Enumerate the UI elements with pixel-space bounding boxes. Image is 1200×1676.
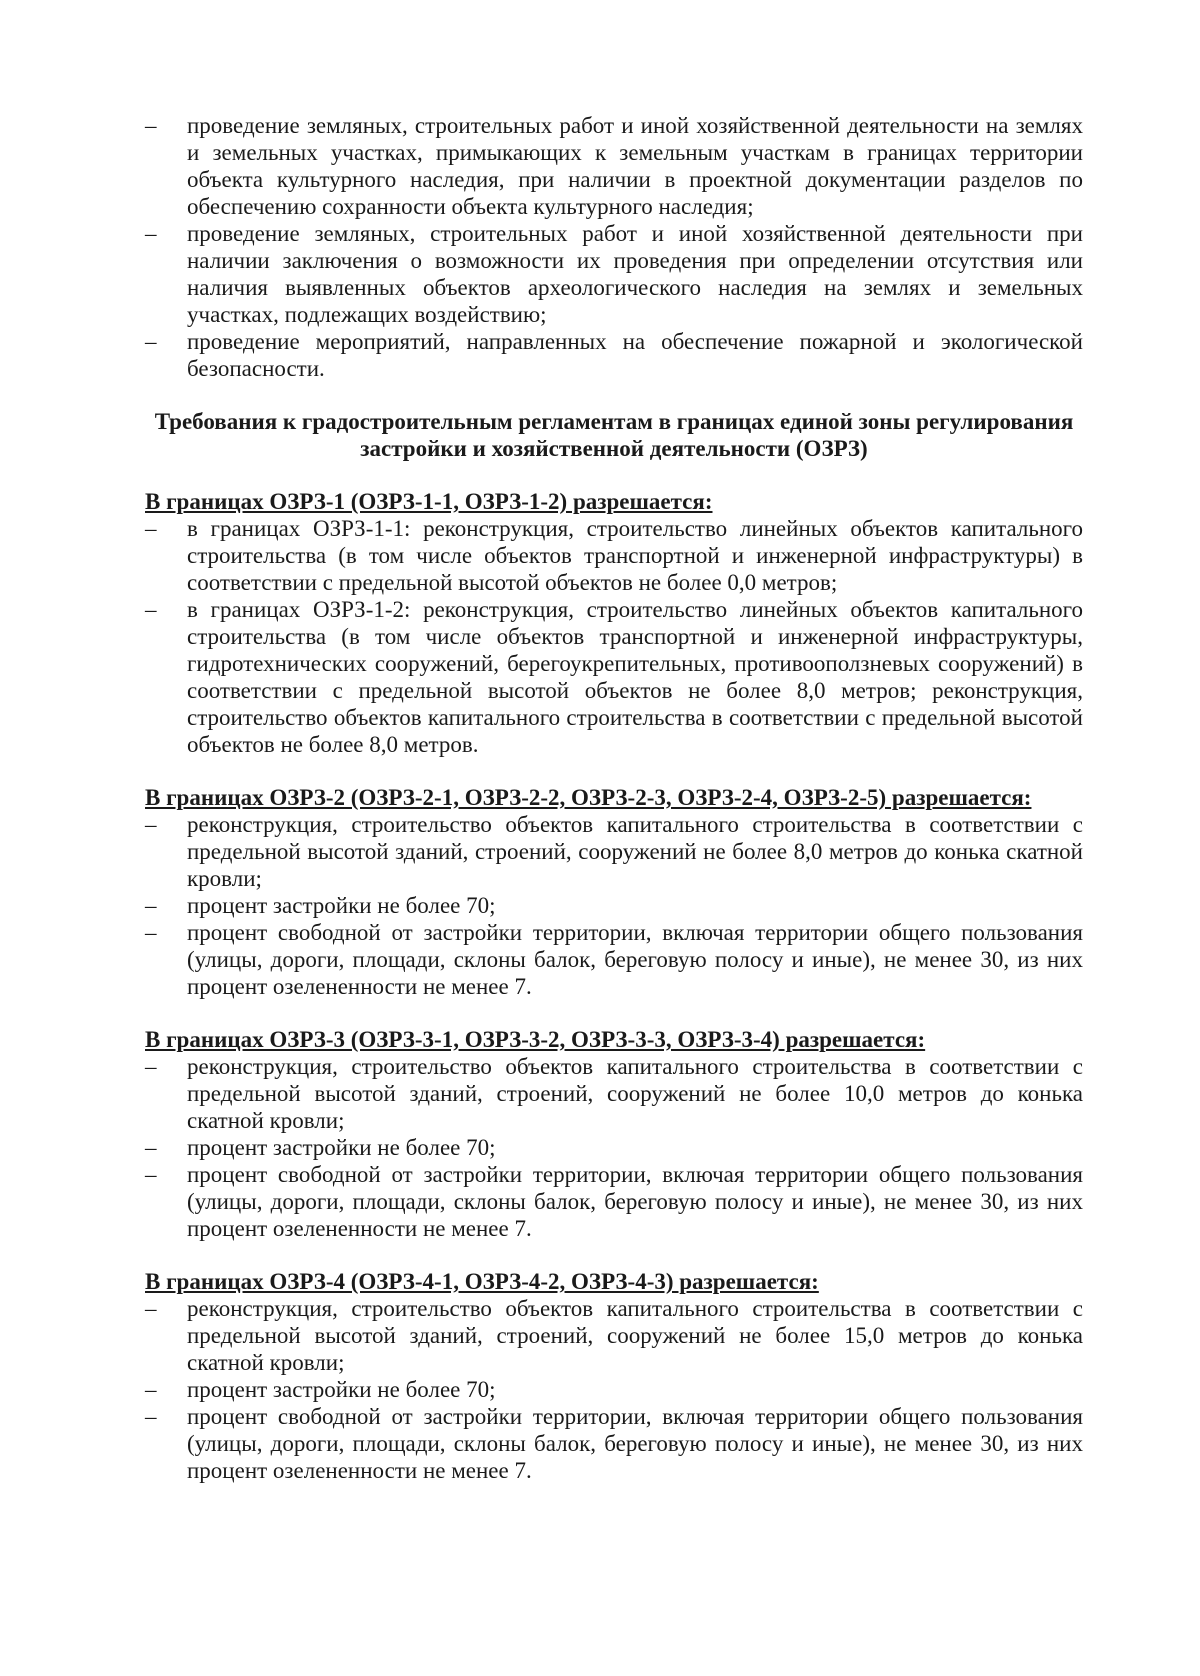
intro-list [145,112,1083,382]
list-item-text: проведение земляных, строительных работ и иной хозяйственной деятельности при наличии заключения о возможности их проведения при определении отсутствия или наличия выявленных объектов археологического наследия на землях и земельных участках, подлежащих воздействию; [187,221,1083,327]
document-page [145,112,1083,1484]
list-item [145,919,1083,1000]
section-ozrz-4 [145,1268,1083,1484]
list-item [145,1403,1083,1484]
section-title: В границах ОЗРЗ-4 (ОЗРЗ-4-1, ОЗРЗ-4-2, ОЗРЗ-4-3) разрешается: [145,1269,819,1294]
section-list [145,1053,1083,1242]
dash-bullet: – [145,812,157,837]
list-item-text: процент застройки не более 70; [187,1377,496,1402]
list-item-text: процент свободной от застройки территории, включая территории общего пользования (улицы, дороги, площади, склоны балок, береговую полосу и иные), не менее 30, из них процент озелененности не менее 7. [187,1404,1083,1483]
list-item [145,112,1083,220]
section-ozrz-3 [145,1026,1083,1242]
list-item-text: в границах ОЗРЗ-1-2: реконструкция, строительство линейных объектов капитального строительства (в том числе объектов транспортной и инженерной инфраструктуры, гидротехнических сооружений, берегоукрепительных, противооползневых сооружений) в соответствии с предельной высотой объектов не более 8,0 метров; реконструкция, строительство объектов капитального строительства в соответствии с предельной высотой объектов не более 8,0 метров. [187,597,1083,757]
dash-bullet: – [145,1054,157,1079]
dash-bullet: – [145,893,157,918]
dash-bullet: – [145,1162,157,1187]
list-item [145,1053,1083,1134]
section-list [145,515,1083,758]
list-item [145,596,1083,758]
list-item-text: проведение мероприятий, направленных на обеспечение пожарной и экологической безопасности. [187,329,1083,381]
main-heading-line-1: Требования к градостроительным регламентам в границах единой зоны регулирования [154,409,1074,434]
list-item [145,1295,1083,1376]
dash-bullet: – [145,1135,157,1160]
list-item [145,1134,1083,1161]
list-item-text: реконструкция, строительство объектов капитального строительства в соответствии с предельной высотой зданий, строений, сооружений не более 10,0 метров до конька скатной кровли; [187,1054,1083,1133]
section-list [145,811,1083,1000]
list-item-text: процент застройки не более 70; [187,1135,496,1160]
list-item [145,1161,1083,1242]
list-item [145,811,1083,892]
list-item-text: процент свободной от застройки территории, включая территории общего пользования (улицы, дороги, площади, склоны балок, береговую полосу и иные), не менее 30, из них процент озелененности не менее 7. [187,920,1083,999]
dash-bullet: – [145,329,157,354]
list-item-text: проведение земляных, строительных работ и иной хозяйственной деятельности на землях и земельных участках, примыкающих к земельным участкам в границах территории объекта культурного наследия, при наличии в проектной документации разделов по обеспечению сохранности объекта культурного наследия; [187,113,1083,219]
list-item-text: реконструкция, строительство объектов капитального строительства в соответствии с предельной высотой зданий, строений, сооружений не более 8,0 метров до конька скатной кровли; [187,812,1083,891]
list-item [145,220,1083,328]
section-title: В границах ОЗРЗ-1 (ОЗРЗ-1-1, ОЗРЗ-1-2) разрешается: [145,489,713,514]
dash-bullet: – [145,113,157,138]
dash-bullet: – [145,516,157,541]
list-item [145,1376,1083,1403]
main-heading-line-2: застройки и хозяйственной деятельности (ОЗРЗ) [360,436,868,461]
dash-bullet: – [145,1404,157,1429]
dash-bullet: – [145,1377,157,1402]
list-item [145,515,1083,596]
list-item [145,892,1083,919]
section-title: В границах ОЗРЗ-3 (ОЗРЗ-3-1, ОЗРЗ-3-2, ОЗРЗ-3-3, ОЗРЗ-3-4) разрешается: [145,1027,926,1052]
main-heading [145,408,1083,462]
section-ozrz-1 [145,488,1083,758]
list-item [145,328,1083,382]
list-item-text: процент застройки не более 70; [187,893,496,918]
section-list [145,1295,1083,1484]
dash-bullet: – [145,221,157,246]
list-item-text: в границах ОЗРЗ-1-1: реконструкция, строительство линейных объектов капитального строительства (в том числе объектов транспортной и инженерной инфраструктуры) в соответствии с предельной высотой объектов не более 0,0 метров; [187,516,1083,595]
dash-bullet: – [145,597,157,622]
section-ozrz-2 [145,784,1083,1000]
dash-bullet: – [145,1296,157,1321]
section-title: В границах ОЗРЗ-2 (ОЗРЗ-2-1, ОЗРЗ-2-2, ОЗРЗ-2-3, ОЗРЗ-2-4, ОЗРЗ-2-5) разрешается: [145,785,1032,810]
list-item-text: реконструкция, строительство объектов капитального строительства в соответствии с предельной высотой зданий, строений, сооружений не более 15,0 метров до конька скатной кровли; [187,1296,1083,1375]
list-item-text: процент свободной от застройки территории, включая территории общего пользования (улицы, дороги, площади, склоны балок, береговую полосу и иные), не менее 30, из них процент озелененности не менее 7. [187,1162,1083,1241]
dash-bullet: – [145,920,157,945]
